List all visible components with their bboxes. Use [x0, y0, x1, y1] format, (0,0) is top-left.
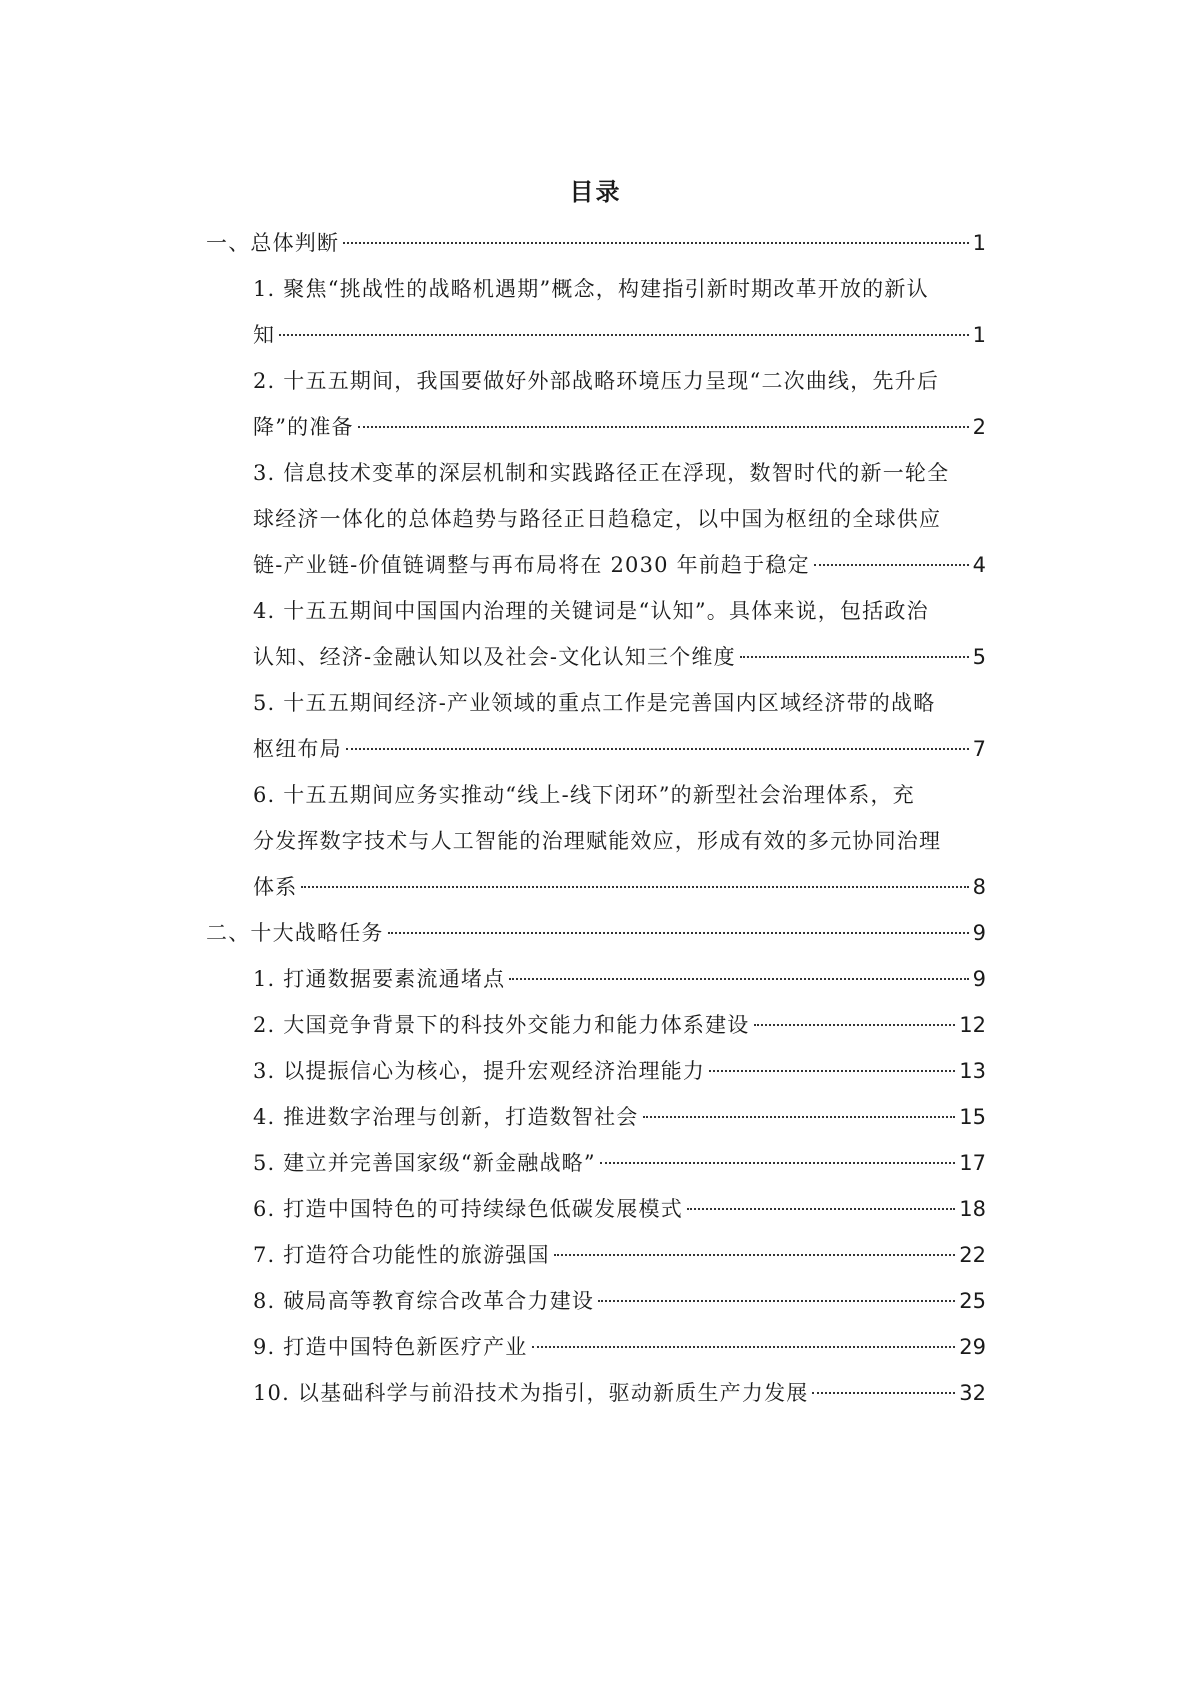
toc-subsection-entry[interactable]	[253, 1140, 986, 1186]
toc-entry-final-line	[253, 726, 986, 772]
toc-title: 目录	[569, 177, 622, 206]
toc-subsection-entry[interactable]	[253, 1370, 986, 1416]
toc-page-number: 15	[959, 1105, 986, 1129]
toc-entry-final-line	[253, 1094, 986, 1140]
dot-leader	[687, 1208, 955, 1210]
toc-page-number: 7	[972, 737, 986, 761]
toc-entry-text: 一、总体判断	[206, 231, 340, 255]
toc-entry-final-line	[253, 634, 986, 680]
toc-page-number: 9	[972, 967, 986, 991]
toc-entry-text: 降”的准备	[253, 415, 354, 439]
toc-entry-final-line	[253, 1324, 986, 1370]
toc-entry-final-line	[253, 1232, 986, 1278]
dot-leader	[554, 1254, 956, 1256]
toc-entry-text-line: 球经济一体化的总体趋势与路径正日趋稳定，以中国为枢纽的全球供应	[253, 507, 942, 531]
toc-entry-final-line	[253, 1140, 986, 1186]
toc-subsection-entry[interactable]	[253, 266, 986, 358]
dot-leader	[301, 886, 968, 888]
toc-entry-final-line	[253, 1186, 986, 1232]
toc-entry-text: 9. 打造中国特色新医疗产业	[253, 1335, 528, 1359]
toc-entry-final-line	[253, 312, 986, 358]
toc-entry-final-line	[206, 910, 986, 956]
toc-entry-text: 5. 建立并完善国家级“新金融战略”	[253, 1151, 596, 1175]
dot-leader	[346, 748, 969, 750]
toc-entry-text: 8. 破局高等教育综合改革合力建设	[253, 1289, 595, 1313]
dot-leader	[509, 978, 968, 980]
toc-entry-text: 2. 大国竞争背景下的科技外交能力和能力体系建设	[253, 1013, 750, 1037]
dot-leader	[740, 656, 969, 658]
dot-leader	[279, 334, 968, 336]
toc-subsection-entry[interactable]	[253, 358, 986, 450]
toc-entry-text: 10. 以基础科学与前沿技术为指引，驱动新质生产力发展	[253, 1381, 809, 1405]
toc-subsection-entry[interactable]	[253, 588, 986, 680]
toc-subsection-entry[interactable]	[253, 450, 986, 588]
toc-entry-text: 二、十大战略任务	[206, 921, 384, 945]
dot-leader	[388, 932, 969, 934]
toc-entry-final-line	[253, 1002, 986, 1048]
toc-page-number: 22	[959, 1243, 986, 1267]
toc-entry-final-line	[253, 864, 986, 910]
toc-subsection-entry[interactable]	[253, 1048, 986, 1094]
dot-leader	[709, 1070, 955, 1072]
toc-entry-text-line: 6. 十五五期间应务实推动“线上-线下闭环”的新型社会治理体系，充	[253, 783, 915, 807]
toc-page-number: 2	[972, 415, 986, 439]
toc-section-entry[interactable]	[206, 910, 986, 956]
toc-subsection-entry[interactable]	[253, 1232, 986, 1278]
dot-leader	[643, 1116, 956, 1118]
dot-leader	[532, 1346, 956, 1348]
dot-leader	[814, 564, 969, 566]
toc-entry-final-line	[253, 542, 986, 588]
toc-entry-text: 枢纽布局	[253, 737, 342, 761]
dot-leader	[812, 1392, 955, 1394]
toc-entry-text: 1. 打通数据要素流通堵点	[253, 967, 506, 991]
toc-entry-final-line	[253, 1370, 986, 1416]
toc-subsection-entry[interactable]	[253, 1186, 986, 1232]
toc-section-entry[interactable]	[206, 220, 986, 266]
toc-entry-text: 知	[253, 323, 276, 347]
toc-entry-text: 7. 打造符合功能性的旅游强国	[253, 1243, 550, 1267]
toc-entry-text-line: 3. 信息技术变革的深层机制和实践路径正在浮现，数智时代的新一轮全	[253, 461, 950, 485]
table-of-contents	[206, 220, 986, 1416]
toc-entry-text-line: 5. 十五五期间经济-产业领域的重点工作是完善国内区域经济带的战略	[253, 691, 936, 715]
dot-leader	[358, 426, 969, 428]
toc-page-number: 8	[972, 875, 986, 899]
toc-page-number: 25	[959, 1289, 986, 1313]
dot-leader	[600, 1162, 955, 1164]
toc-page-number: 1	[972, 323, 986, 347]
toc-page-number: 13	[959, 1059, 986, 1083]
toc-entry-text-line: 2. 十五五期间，我国要做好外部战略环境压力呈现“二次曲线，先升后	[253, 369, 940, 393]
toc-entry-final-line	[253, 404, 986, 450]
toc-entry-final-line	[206, 220, 986, 266]
toc-entry-text: 3. 以提振信心为核心，提升宏观经济治理能力	[253, 1059, 706, 1083]
toc-subsection-entry[interactable]	[253, 772, 986, 910]
toc-subsection-entry[interactable]	[253, 1324, 986, 1370]
toc-subsection-entry[interactable]	[253, 1094, 986, 1140]
toc-entry-text: 4. 推进数字治理与创新，打造数智社会	[253, 1105, 639, 1129]
toc-entry-final-line	[253, 1048, 986, 1094]
toc-entry-final-line	[253, 956, 986, 1002]
toc-entry-text: 体系	[253, 875, 298, 899]
toc-page-number: 1	[972, 231, 986, 255]
toc-subsection-entry[interactable]	[253, 956, 986, 1002]
toc-subsection-entry[interactable]	[253, 1278, 986, 1324]
toc-entry-text-line: 分发挥数字技术与人工智能的治理赋能效应，形成有效的多元协同治理	[253, 829, 942, 853]
toc-entry-text: 链-产业链-价值链调整与再布局将在 2030 年前趋于稳定	[253, 553, 810, 577]
dot-leader	[598, 1300, 955, 1302]
dot-leader	[754, 1024, 956, 1026]
toc-page-number: 4	[972, 553, 986, 577]
toc-page-number: 5	[972, 645, 986, 669]
toc-page-number: 17	[959, 1151, 986, 1175]
toc-subsection-entry[interactable]	[253, 680, 986, 772]
toc-entry-text-line: 1. 聚焦“挑战性的战略机遇期”概念，构建指引新时期改革开放的新认	[253, 277, 929, 301]
toc-subsection-entry[interactable]	[253, 1002, 986, 1048]
toc-entry-text: 认知、经济-金融认知以及社会-文化认知三个维度	[253, 645, 736, 669]
toc-page-number: 12	[959, 1013, 986, 1037]
toc-entry-text-line: 4. 十五五期间中国国内治理的关键词是“认知”。具体来说，包括政治	[253, 599, 929, 623]
dot-leader	[343, 242, 968, 244]
toc-entry-final-line	[253, 1278, 986, 1324]
toc-page-number: 29	[959, 1335, 986, 1359]
toc-page-number: 32	[959, 1381, 986, 1405]
toc-page-number: 9	[972, 921, 986, 945]
toc-entry-text: 6. 打造中国特色的可持续绿色低碳发展模式	[253, 1197, 683, 1221]
toc-page-number: 18	[959, 1197, 986, 1221]
